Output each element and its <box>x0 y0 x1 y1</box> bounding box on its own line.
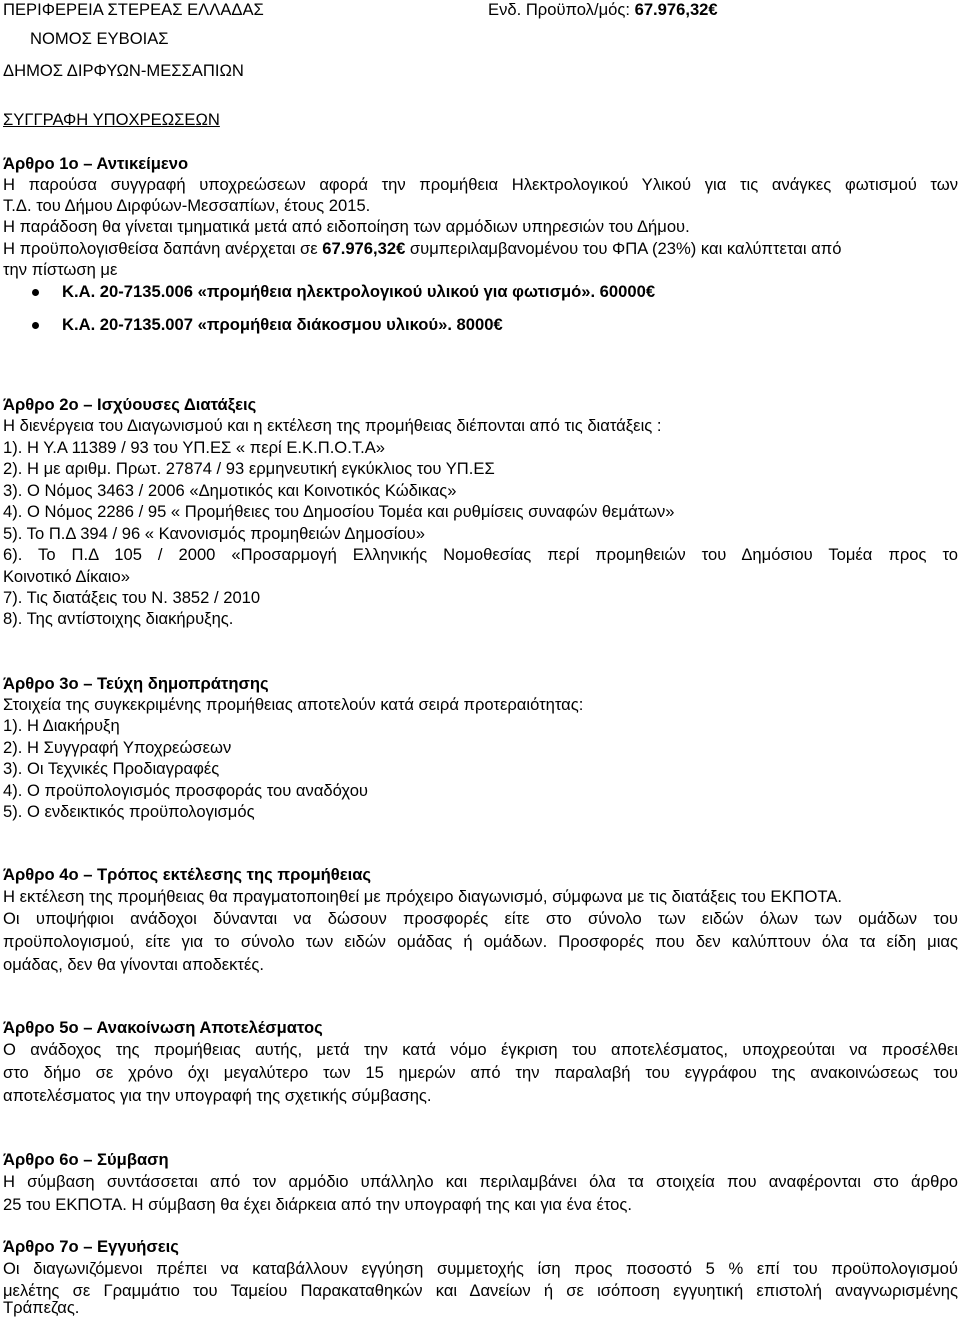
budget-code-1: Κ.Α. 20-7135.006 «προμήθεια ηλεκτρολογικού υλικού για φωτισμό». 60000 <box>62 282 646 301</box>
article-1-line: Τ.Δ. του Δήμου Διρφύων-Μεσσαπίων, έτους 2015. <box>3 196 371 215</box>
budget-label: Ενδ. Προϋπολ/μός: <box>488 0 635 19</box>
article-2-line: 2). Η με αριθμ. Πρωτ. 27874 / 93 ερμηνευτική εγκύκλιος του ΥΠ.ΕΣ <box>3 459 495 478</box>
article-5-line: αποτελέσματος για την υπογραφή της σχετικής σύμβασης. <box>3 1086 432 1105</box>
article-4-line: ομάδας, δεν θα γίνονται αποδεκτές. <box>3 955 264 974</box>
budget-value: 67.976,32 <box>634 0 709 19</box>
article-2-line: 8). Της αντίστοιχης διακήρυξης. <box>3 609 234 628</box>
article-1-line: Η παράδοση θα γίνεται τμηματικά μετά από ειδοποίηση των αρμόδιων υπηρεσιών του Δήμου. <box>3 217 690 236</box>
prefecture-heading: ΝΟΜΟΣ ΕΥΒΟΙΑΣ <box>30 29 169 48</box>
article-7-line: Οι διαγωνιζόμενοι πρέπει να καταβάλλουν εγγύηση συμμετοχής ίση προς ποσοστό 5 % επί του προϋπολογισμού <box>3 1259 958 1278</box>
article-5-title: Άρθρο 5ο – Ανακοίνωση Αποτελέσματος <box>3 1018 323 1037</box>
article-2-line: 1). Η Υ.Α 11389 / 93 του ΥΠ.ΕΣ « περί Ε.Κ.Π.Ο.Τ.Α» <box>3 438 386 457</box>
article-3-title: Άρθρο 3ο – Τεύχη δημοπράτησης <box>3 674 269 693</box>
document-title: ΣΥΓΓΡΑΦΗ ΥΠΟΧΡΕΩΣΕΩΝ <box>3 110 220 129</box>
article-6-line: 25 του ΕΚΠΟΤΑ. Η σύμβαση θα έχει διάρκεια από την υπογραφή της και για ένα έτος. <box>3 1195 633 1214</box>
article-2-line: 6). Το Π.Δ 105 / 2000 «Προσαρμογή Ελληνικής Νομοθεσίας περί προμηθειών του Δημόσιου Τομέα προς το <box>3 545 958 564</box>
article-3-line: Στοιχεία της συγκεκριμένης προμήθειας αποτελούν κατά σειρά προτεραιότητας: <box>3 695 584 714</box>
article-1-title: Άρθρο 1ο – Αντικείμενο <box>3 154 189 173</box>
article-3-line: 1). Η Διακήρυξη <box>3 716 120 735</box>
article-1-line: Η παρούσα συγγραφή υποχρεώσεων αφορά την προμήθεια Ηλεκτρολογικού Υλικού για τις ανάγκες φωτισμού των <box>3 175 958 194</box>
article-6-line: Η σύμβαση συντάσσεται από τον αρμόδιο υπάλληλο και περιλαμβάνει όλα τα στοιχεία που αναφέρονται στο άρθρο <box>3 1172 958 1191</box>
list-item <box>0 314 960 336</box>
article-2-line: Κοινοτικό Δίκαιο» <box>3 567 130 586</box>
article-3-line: 4). Ο προϋπολογισμός προσφοράς του αναδόχου <box>3 781 368 800</box>
article-1-line: την πίστωση με <box>3 260 118 279</box>
article-3-line: 2). Η Συγγραφή Υποχρεώσεων <box>3 738 232 757</box>
article-7-title: Άρθρο 7ο – Εγγυήσεις <box>3 1237 179 1256</box>
article-3-line: 3). Οι Τεχνικές Προδιαγραφές <box>3 759 220 778</box>
euro-sign: € <box>645 282 656 301</box>
region-heading: ΠΕΡΙΦΕΡΕΙΑ ΣΤΕΡΕΑΣ ΕΛΛΑΔΑΣ <box>3 0 264 19</box>
budget-text: Η προϋπολογισθείσα δαπάνη ανέρχεται σε <box>3 239 323 258</box>
article-5-line: Ο ανάδοχος της προμήθειας αυτής, μετά την κατά νόμο έγκριση του αποτελέσματος, υποχρεούται να προσέλθει <box>3 1040 958 1059</box>
article-4-line: Η εκτέλεση της προμήθειας θα πραγματοποιηθεί με πρόχειρο διαγωνισμό, σύμφωνα με τις διατάξεις του ΕΚΠΟΤΑ. <box>3 887 843 906</box>
article-1-budget-line <box>3 239 841 259</box>
budget-amount: 67.976,32 <box>322 239 397 258</box>
article-2-line: 5). Το Π.Δ 394 / 96 « Κανονισμός προμηθειών Δημοσίου» <box>3 524 425 543</box>
bullet-icon <box>32 322 39 329</box>
article-4-line: προϋπολογισμού, είτε για το σύνολο των ειδών ομάδας ή ομάδων. Προσφορές που δεν καλύπτουν όλα τα είδη μιας <box>3 932 958 951</box>
bullet-icon <box>32 289 39 296</box>
municipality-heading: ΔΗΜΟΣ ΔΙΡΦΥΩΝ-ΜΕΣΣΑΠΙΩΝ <box>3 61 244 80</box>
article-2-line: 7). Τις διατάξεις του Ν. 3852 / 2010 <box>3 588 261 607</box>
article-2-line: 3). Ο Νόμος 3463 / 2006 «Δημοτικός και Κοινοτικός Κώδικας» <box>3 481 457 500</box>
budget-code-2: Κ.Α. 20-7135.007 «προμήθεια διάκοσμου υλικού». 8000 <box>62 315 494 334</box>
article-2-title: Άρθρο 2ο – Ισχύουσες Διατάξεις <box>3 395 257 414</box>
budget-estimate <box>488 0 718 20</box>
article-7-line: Τράπεζας. <box>3 1298 80 1317</box>
article-5-line: στο δήμο σε χρόνο όχι μεγαλύτερο των 15 ημερών από την παραλαβή του εγγράφου της ανακοινώσεως του <box>3 1063 958 1082</box>
list-item <box>0 281 960 303</box>
article-3-line: 5). Ο ενδεικτικός προϋπολογισμός <box>3 802 255 821</box>
article-4-title: Άρθρο 4ο – Τρόπος εκτέλεσης της προμήθειας <box>3 865 372 884</box>
euro-sign: € <box>396 239 406 258</box>
euro-sign: € <box>708 0 718 19</box>
article-6-title: Άρθρο 6ο – Σύμβαση <box>3 1150 169 1169</box>
article-4-line: Οι υποψήφιοι ανάδοχοι δύνανται να δώσουν προσφορές είτε στο σύνολο των ειδών όλων των ομάδων του <box>3 909 958 928</box>
article-2-line: Η διενέργεια του Διαγωνισμού και η εκτέλεση της προμήθειας διέπονται από τις διατάξεις : <box>3 416 662 435</box>
euro-sign: € <box>493 315 503 334</box>
article-7-line: μελέτης σε Γραμμάτιο του Ταμείου Παρακαταθηκών και Δανείων ή σε ισόποση εγγυητική επιστολή αναγνωρισμένης <box>3 1281 958 1300</box>
budget-text-end: συμπεριλαμβανομένου του ΦΠΑ (23%) και καλύπτεται από <box>405 239 842 258</box>
article-2-line: 4). Ο Νόμος 2286 / 95 « Προμήθειες του Δημοσίου Τομέα και ρυθμίσεις συναφών θεμάτων» <box>3 502 675 521</box>
